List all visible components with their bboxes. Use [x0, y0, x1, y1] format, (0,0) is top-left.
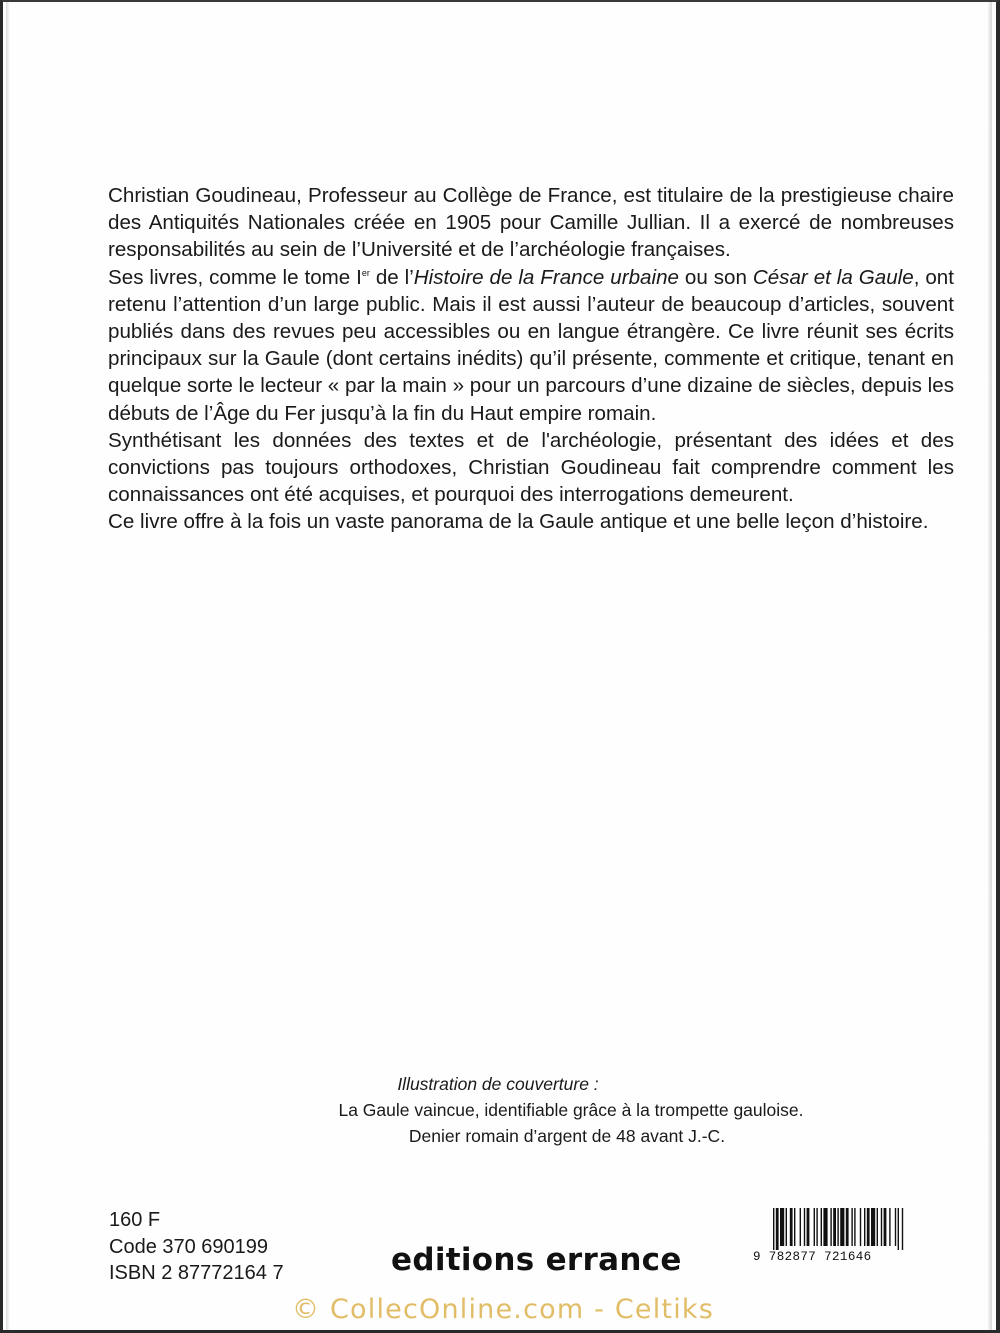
blurb-paragraph-2 [108, 264, 954, 427]
illustration-line-2: Denier romain d’argent de 48 avant J.-C. [408, 1126, 726, 1146]
barcode-bar [807, 1208, 810, 1246]
barcode-bar [860, 1208, 861, 1246]
barcode-bar [902, 1208, 903, 1250]
barcode-bar [851, 1208, 852, 1246]
barcode-bar [889, 1208, 890, 1246]
barcode-bar [846, 1208, 849, 1246]
barcode-bar [840, 1208, 844, 1246]
blurb-paragraph-1: Christian Goudineau, Professeur au Collège de France, est titulaire de la prestigieuse chaire des Antiquités Nationales créée en 1905 pour Camille Jullian. Il a exercé de nombreuses responsabilités au sein de l’Université et de l’archéologie françaises. [108, 184, 954, 262]
blurb-paragraph-3: Synthétisant les données des textes et de l'archéologie, présentant des idées et des convictions pas toujours orthodoxes, Christian Goudineau fait comprendre comment les connaissances ont été acquises, et pourquoi des interrogations demeurent. [108, 428, 954, 507]
barcode-bar [786, 1208, 787, 1246]
barcode-bar [800, 1208, 801, 1246]
blurb-p2-part-b: de l’ [369, 265, 414, 289]
blurb-p2-part-d: , ont retenu l’attention d’un large public. Mais il est aussi l’auteur de beaucoup d’articles, souvent publiés dans des revues peu accessibles ou en langue étrangère. Ce livre réunit ses écrits principaux sur la Gaule (dont certains inédits) qu’il présente, commente et critique, tenant en quelque sorte le lecteur « par la main » pour un parcours d’une dizaine de siècles, depuis les débuts de l’Âge du Fer jusqu’à la fin du Haut empire romain. [108, 265, 955, 425]
barcode-bar [790, 1208, 793, 1246]
barcode-bar [884, 1208, 887, 1246]
blurb-p2-part-a: Ses livres, comme le tome I [108, 265, 362, 289]
product-code: Code 370 690199 [109, 1235, 269, 1258]
barcode-bar [867, 1208, 870, 1246]
barcode-bar [776, 1208, 779, 1250]
book-title-histoire: Histoire de la France urbaine [413, 265, 679, 289]
blurb-p2-superscript: er [361, 267, 370, 278]
barcode-bar [898, 1208, 899, 1250]
barcode-bar [773, 1208, 774, 1250]
barcode-bar [816, 1208, 817, 1246]
barcode-bar [804, 1208, 805, 1246]
book-title-cesar: César et la Gaule [752, 265, 914, 289]
barcode-bar [830, 1208, 831, 1246]
watermark-text: © CollecOnline.com - Celtiks [291, 1294, 714, 1325]
cover-illustration-credit [253, 1071, 873, 1149]
barcode-bar [881, 1208, 882, 1246]
barcode-bar [833, 1208, 836, 1246]
barcode-bar [871, 1208, 875, 1246]
blurb-paragraph-4: Ce livre offre à la fois un vaste panorama de la Gaule antique et une belle leçon d’histoire. [108, 510, 929, 534]
barcode-bar [854, 1208, 855, 1246]
illustration-line-1: La Gaule vaincue, identifiable grâce à la trompette gauloise. [338, 1100, 804, 1120]
barcode-bar [864, 1208, 865, 1246]
blurb-text [108, 182, 954, 536]
barcode-bar [877, 1208, 878, 1246]
illustration-caption: Illustration de couverture : [397, 1074, 599, 1094]
barcode-bars [753, 1208, 933, 1250]
isbn-label: ISBN 2 87772164 7 [109, 1262, 284, 1284]
book-codes [109, 1207, 284, 1287]
cover-left-edge [6, 2, 9, 1330]
barcode-bar [823, 1208, 827, 1246]
cover-right-edge [988, 2, 992, 1330]
barcode [753, 1208, 933, 1268]
barcode-bar [837, 1208, 838, 1246]
barcode-bar [794, 1208, 795, 1246]
publisher-logo: editions errance [391, 1242, 682, 1278]
barcode-bar [895, 1208, 896, 1246]
barcode-bar [821, 1208, 822, 1246]
barcode-bar [780, 1208, 784, 1246]
barcode-digits: 9 782877 721646 [753, 1250, 872, 1264]
blurb-p2-part-c: ou son [679, 265, 753, 289]
price-label: 160 F [109, 1209, 161, 1231]
barcode-bar [814, 1208, 815, 1246]
